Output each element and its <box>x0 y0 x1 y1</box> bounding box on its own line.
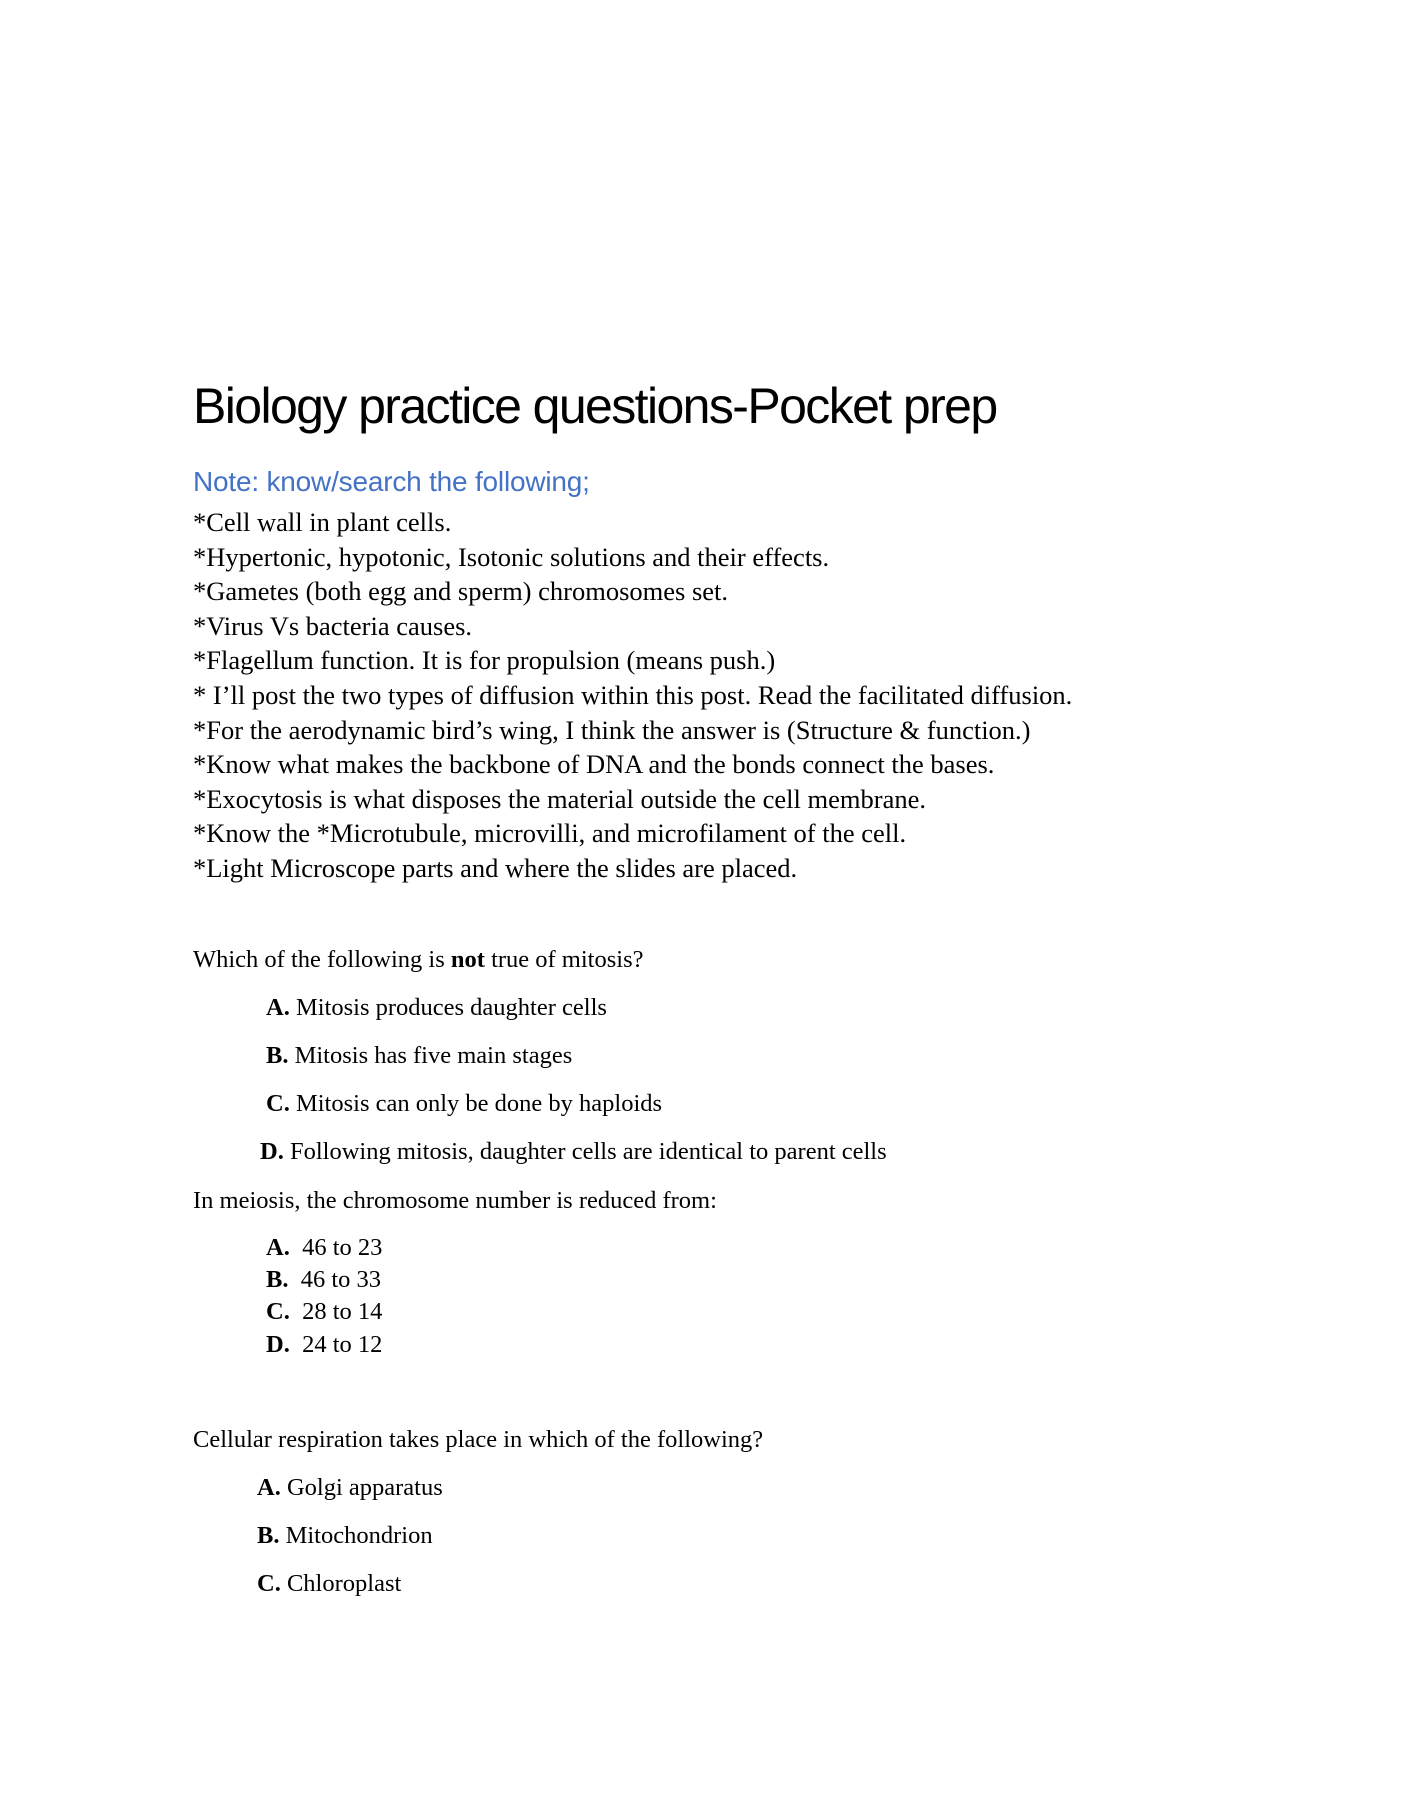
option-text: Mitochondrion <box>279 1522 433 1549</box>
study-notes-list <box>193 505 1072 886</box>
option-letter: D. <box>260 1138 284 1165</box>
option-letter: B. <box>266 1266 289 1293</box>
question-text: In meiosis, the chromosome number is reduced from: <box>193 1187 717 1214</box>
note-item: *Know what makes the backbone of DNA and the bonds connect the bases. <box>193 749 995 780</box>
option-letter: B. <box>266 1042 289 1069</box>
answer-option <box>266 1264 381 1296</box>
option-text: 46 to 33 <box>300 1266 382 1293</box>
note-item: *Know the *Microtubule, microvilli, and microfilament of the cell. <box>193 818 907 849</box>
option-letter: C. <box>257 1570 281 1597</box>
option-letter: C. <box>266 1298 290 1325</box>
question-mitosis <box>193 944 643 976</box>
option-letter: C. <box>266 1090 290 1117</box>
note-item: *Virus Vs bacteria causes. <box>193 610 473 641</box>
answer-option <box>257 1568 401 1600</box>
answer-option <box>260 1136 887 1168</box>
note-item: *Gametes (both egg and sperm) chromosomes set. <box>193 576 729 607</box>
note-item: *Hypertonic, hypotonic, Isotonic solutions and their effects. <box>193 541 830 572</box>
option-text: Mitosis produces daughter cells <box>289 994 607 1021</box>
note-heading: Note: know/search the following; <box>193 466 590 497</box>
answer-option <box>266 1040 572 1072</box>
option-text: 28 to 14 <box>302 1298 383 1325</box>
answer-option <box>266 1232 382 1264</box>
option-text: Chloroplast <box>280 1570 402 1597</box>
answer-option <box>266 1088 662 1120</box>
answer-option <box>257 1472 443 1504</box>
answer-option <box>266 992 607 1024</box>
option-text: Golgi apparatus <box>280 1474 443 1501</box>
question-respiration <box>193 1424 763 1456</box>
question-text: Which of the following is <box>193 946 451 973</box>
option-letter: A. <box>257 1474 281 1501</box>
note-item: *Exocytosis is what disposes the material outside the cell membrane. <box>193 783 926 814</box>
option-text: 46 to 23 <box>302 1234 383 1261</box>
note-item: *Flagellum function. It is for propulsion (means push.) <box>193 645 776 676</box>
document-title: Biology practice questions-Pocket prep <box>193 378 997 434</box>
option-letter: B. <box>257 1522 280 1549</box>
note-item: *For the aerodynamic bird’s wing, I think the answer is (Structure & function.) <box>193 714 1031 745</box>
question-meiosis <box>193 1185 717 1217</box>
answer-option <box>257 1520 433 1552</box>
question-text: true of mitosis? <box>484 946 644 973</box>
answer-option <box>266 1296 382 1328</box>
option-text: Mitosis can only be done by haploids <box>289 1090 663 1117</box>
question-text: Cellular respiration takes place in which of the following? <box>193 1426 764 1453</box>
option-text: 24 to 12 <box>302 1331 383 1358</box>
note-item: *Light Microscope parts and where the slides are placed. <box>193 852 798 883</box>
option-letter: A. <box>266 1234 290 1261</box>
option-text: Mitosis has five main stages <box>288 1042 573 1069</box>
note-item: * I’ll post the two types of diffusion within this post. Read the facilitated diffusion. <box>193 679 1073 710</box>
answer-option <box>266 1329 382 1361</box>
question-emphasis: not <box>450 946 485 973</box>
option-letter: D. <box>266 1331 290 1358</box>
option-letter: A. <box>266 994 290 1021</box>
note-item: *Cell wall in plant cells. <box>193 507 452 537</box>
option-text: Following mitosis, daughter cells are identical to parent cells <box>283 1138 887 1165</box>
